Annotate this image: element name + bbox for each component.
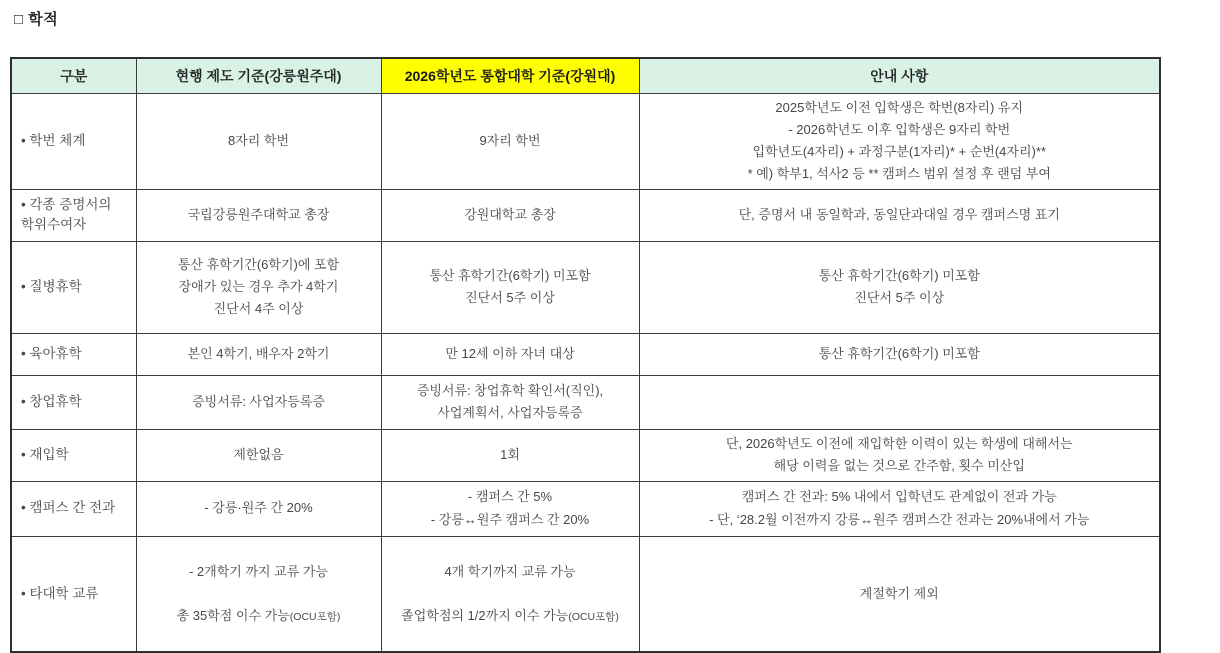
cell-integrated-suffix: (OCU포함) [568, 610, 619, 623]
cell-current [136, 536, 381, 652]
table-row-childcare-leave [11, 333, 1160, 375]
cell-current: - 강릉·원주 간 20% [136, 481, 381, 536]
table-header-row [11, 58, 1160, 93]
cell-current: 국립강릉원주대학교 총장 [136, 189, 381, 241]
cell-notes [639, 375, 1160, 429]
cell-current-line2 [143, 605, 375, 627]
cell-integrated: 증빙서류: 창업휴학 확인서(직인), 사업계획서, 사업자등록증 [381, 375, 639, 429]
table-row-exchange [11, 536, 1160, 652]
cell-notes: 단, 2026학년도 이전에 재입학한 이력이 있는 학생에 대해서는 해당 이력을 없는 것으로 간주함, 횟수 미산입 [639, 429, 1160, 481]
cell-integrated-line2 [388, 605, 633, 627]
cell-integrated: 강원대학교 총장 [381, 189, 639, 241]
cell-notes: 계절학기 제외 [639, 536, 1160, 652]
cell-notes: 캠퍼스 간 전과: 5% 내에서 입학년도 관계없이 전과 가능 - 단, ‘28.2월 이전까지 강릉↔원주 캠퍼스간 전과는 20%내에서 가능 [639, 481, 1160, 536]
header-cell-current: 현행 제도 기준(강릉원주대) [136, 58, 381, 93]
cell-current: 제한없음 [136, 429, 381, 481]
cell-current-line2-text: 총 35학점 이수 가능 [176, 607, 290, 623]
cell-notes: 통산 휴학기간(6학기) 미포함 진단서 5주 이상 [639, 241, 1160, 333]
table-row-certificates [11, 189, 1160, 241]
cell-category: • 육아휴학 [11, 333, 136, 375]
cell-integrated: 만 12세 이하 자녀 대상 [381, 333, 639, 375]
cell-category: • 창업휴학 [11, 375, 136, 429]
cell-integrated: 9자리 학번 [381, 93, 639, 189]
table-row-campus-transfer [11, 481, 1160, 536]
cell-integrated: 통산 휴학기간(6학기) 미포함 진단서 5주 이상 [381, 241, 639, 333]
cell-notes: 2025학년도 이전 입학생은 학번(8자리) 유지 - 2026학년도 이후 입학생은 9자리 학번 입학년도(4자리) + 과정구분(1자리)* + 순번(4자리)** * 예) 학부1, 석사2 등 ** 캠퍼스 범위 설정 후 랜덤 부여 [639, 93, 1160, 189]
cell-current-suffix: (OCU포함) [289, 610, 341, 623]
cell-integrated: 1회 [381, 429, 639, 481]
header-cell-category: 구분 [11, 58, 136, 93]
cell-integrated-line1: 4개 학기까지 교류 가능 [444, 563, 576, 579]
cell-notes: 단, 증명서 내 동일학과, 동일단과대일 경우 캠퍼스명 표기 [639, 189, 1160, 241]
table-row-student-id [11, 93, 1160, 189]
header-cell-notes: 안내 사항 [639, 58, 1160, 93]
cell-category: • 질병휴학 [11, 241, 136, 333]
comparison-table [10, 57, 1161, 653]
cell-current: 본인 4학기, 배우자 2학기 [136, 333, 381, 375]
header-cell-integrated-highlight: 2026학년도 통합대학 기준(강원대) [381, 58, 639, 93]
cell-current: 8자리 학번 [136, 93, 381, 189]
cell-category: • 각종 증명서의 학위수여자 [11, 189, 136, 241]
cell-category: • 타대학 교류 [11, 536, 136, 652]
table-row-readmission [11, 429, 1160, 481]
cell-integrated: - 캠퍼스 간 5% - 강릉↔원주 캠퍼스 간 20% [381, 481, 639, 536]
cell-integrated-line2-text: 졸업학점의 1/2까지 이수 가능 [401, 607, 569, 623]
table-row-startup-leave [11, 375, 1160, 429]
cell-integrated [381, 536, 639, 652]
cell-category: • 캠퍼스 간 전과 [11, 481, 136, 536]
cell-current: 통산 휴학기간(6학기)에 포함 장애가 있는 경우 추가 4학기 진단서 4주 이상 [136, 241, 381, 333]
cell-category: • 학번 체계 [11, 93, 136, 189]
cell-current: 증빙서류: 사업자등록증 [136, 375, 381, 429]
page-title: □ 학적 [14, 11, 59, 28]
table-row-sick-leave [11, 241, 1160, 333]
cell-current-line1: - 2개학기 까지 교류 가능 [188, 563, 329, 579]
cell-notes: 통산 휴학기간(6학기) 미포함 [639, 333, 1160, 375]
cell-category: • 재입학 [11, 429, 136, 481]
